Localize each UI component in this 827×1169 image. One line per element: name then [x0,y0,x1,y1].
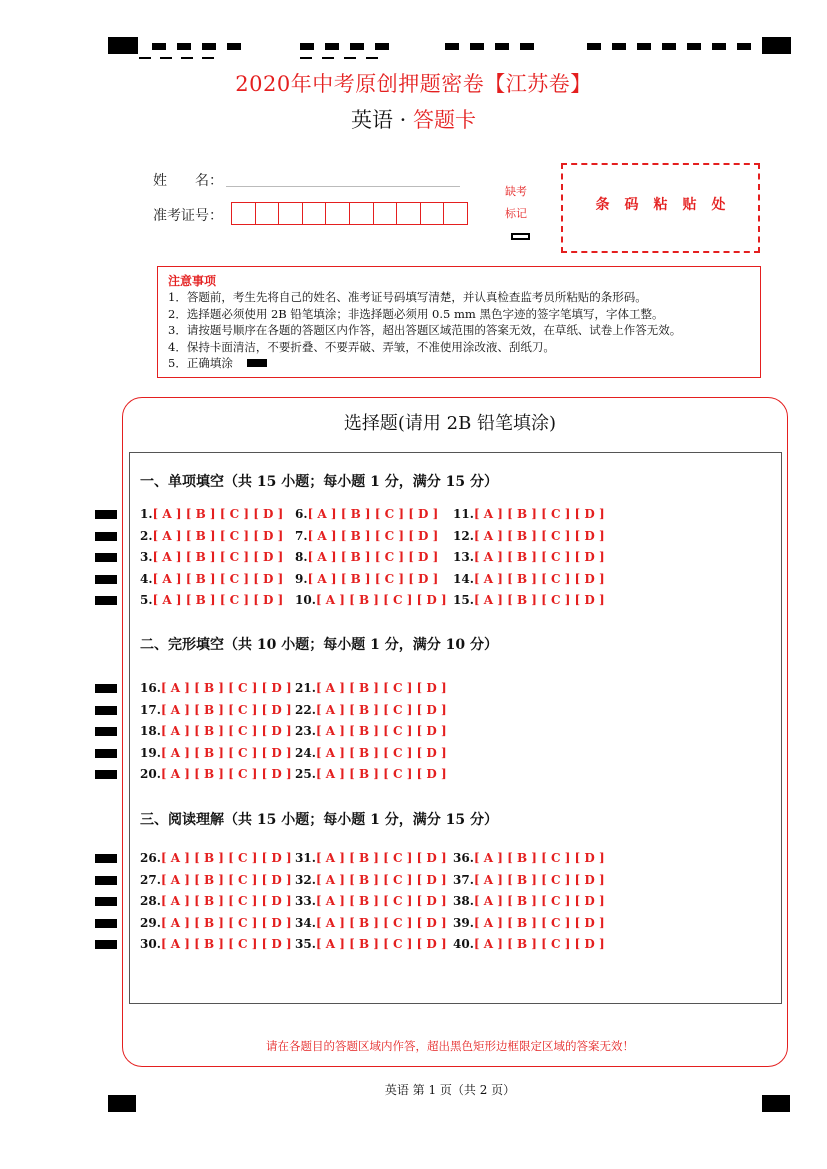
question-number: 8. [295,550,308,564]
exam-id-label: 准考证号： [153,208,223,224]
card-subtitle [0,104,827,134]
answer-options[interactable]: [ A ] [ B ] [ C ] [ D ] [315,873,447,887]
question-number: 23. [295,724,316,738]
question-number: 9. [295,572,308,586]
barcode-label: 条码粘贴处 [595,197,741,213]
part-heading: 三、阅读理解（共 15 小题；每小题 1 分，满分 15 分） [140,812,498,828]
timing-mark [177,43,191,50]
question-number: 40. [453,937,474,951]
question-item [295,724,447,738]
timing-mark [375,43,389,50]
answer-options[interactable]: [ A ] [ B ] [ C ] [ D ] [152,572,284,586]
title-separator: · [399,108,407,132]
question-item [295,550,438,564]
answer-options[interactable]: [ A ] [ B ] [ C ] [ D ] [152,507,284,521]
row-timing-mark [95,919,117,928]
question-number: 21. [295,681,316,695]
answer-options[interactable]: [ A ] [ B ] [ C ] [ D ] [160,873,292,887]
question-item [140,916,292,930]
question-item [295,937,447,951]
part-heading: 一、单项填空（共 15 小题；每小题 1 分，满分 15 分） [140,474,498,490]
answer-options[interactable]: [ A ] [ B ] [ C ] [ D ] [152,550,284,564]
timing-mark [687,43,701,50]
exam-id-digit-box[interactable] [420,202,445,225]
question-number: 37. [453,873,474,887]
question-number: 30. [140,937,161,951]
exam-title: 2020年中考原创押题密卷【江苏卷】 [235,72,592,96]
timing-mark [181,57,193,59]
row-timing-mark [95,575,117,584]
question-item [140,894,292,908]
timing-mark [737,43,751,50]
exam-id-digit-box[interactable] [396,202,421,225]
question-number: 34. [295,916,316,930]
question-item [453,894,605,908]
question-number: 4. [140,572,153,586]
absent-label-line2: 标记 [505,207,527,220]
answer-area-warning: 请在各题目的答题区域内作答，超出黑色矩形边框限定区域的答案无效！ [266,1039,634,1053]
question-item [295,851,447,865]
row-timing-mark [95,727,117,736]
answer-options[interactable]: [ A ] [ B ] [ C ] [ D ] [160,703,292,717]
timing-mark [202,43,216,50]
answer-options[interactable]: [ A ] [ B ] [ C ] [ D ] [315,593,447,607]
notice-item-text: 5．正确填涂 [168,356,233,370]
question-item [295,593,447,607]
part-heading: 二、完形填空（共 10 小题；每小题 1 分，满分 10 分） [140,637,498,653]
timing-mark [520,43,534,50]
answer-options[interactable]: [ A ] [ B ] [ C ] [ D ] [160,724,292,738]
question-number: 29. [140,916,161,930]
barcode-area [561,163,760,253]
question-item [295,894,447,908]
row-timing-mark [95,510,117,519]
subject-label: 英语 [350,108,393,132]
timing-mark [762,37,791,54]
question-number: 28. [140,894,161,908]
answer-options[interactable]: [ A ] [ B ] [ C ] [ D ] [315,851,447,865]
answer-options[interactable]: [ A ] [ B ] [ C ] [ D ] [307,572,439,586]
question-item [140,681,292,695]
question-item [453,851,605,865]
notice-title: 注意事项 [168,274,217,288]
question-number: 32. [295,873,316,887]
question-item [295,703,447,717]
section-title: 选择题(请用 2B 铅笔填涂) [343,413,557,434]
answer-options[interactable]: [ A ] [ B ] [ C ] [ D ] [307,550,439,564]
question-item [140,593,283,607]
timing-mark [445,43,459,50]
notice-item [168,339,750,356]
answer-options[interactable]: [ A ] [ B ] [ C ] [ D ] [473,550,605,564]
question-item [140,550,283,564]
question-item [295,507,438,521]
answer-options[interactable]: [ A ] [ B ] [ C ] [ D ] [315,724,447,738]
exam-id-boxes [231,202,467,225]
question-number: 18. [140,724,161,738]
exam-id-digit-box[interactable] [373,202,398,225]
timing-mark [366,57,378,59]
question-item [140,873,292,887]
question-item [295,873,447,887]
answer-options[interactable]: [ A ] [ B ] [ C ] [ D ] [307,507,439,521]
row-timing-mark [95,749,117,758]
question-item [453,937,605,951]
row-timing-mark [95,876,117,885]
question-number: 5. [140,593,153,607]
timing-mark [160,57,172,59]
question-number: 39. [453,916,474,930]
answer-options[interactable]: [ A ] [ B ] [ C ] [ D ] [315,703,447,717]
question-item [453,507,605,521]
row-timing-mark [95,532,117,541]
question-number: 22. [295,703,316,717]
question-number: 2. [140,529,153,543]
question-item [140,746,292,760]
name-field[interactable] [226,186,460,187]
question-number: 26. [140,851,161,865]
notice-item-text: 2．选择题必须使用 2B 铅笔填涂；非选择题必须用 0.5 mm 黑色字迹的签字笔填写，字体工整。 [168,306,664,321]
answer-options[interactable]: [ A ] [ B ] [ C ] [ D ] [160,851,292,865]
question-item [295,916,447,930]
row-timing-mark [95,596,117,605]
question-item [140,724,292,738]
answer-options[interactable]: [ A ] [ B ] [ C ] [ D ] [160,937,292,951]
timing-mark [470,43,484,50]
notice-item [168,322,750,339]
question-item [453,916,605,930]
question-item [295,767,447,781]
timing-mark [344,57,356,59]
exam-id-digit-box[interactable] [325,202,350,225]
answer-options[interactable]: [ A ] [ B ] [ C ] [ D ] [473,937,605,951]
timing-mark [108,37,138,54]
timing-mark [152,43,166,50]
question-number: 33. [295,894,316,908]
timing-mark [350,43,364,50]
timing-mark [662,43,676,50]
answer-options[interactable]: [ A ] [ B ] [ C ] [ D ] [473,529,605,543]
question-number: 27. [140,873,161,887]
name-label: 姓 名： [153,173,223,189]
answer-options[interactable]: [ A ] [ B ] [ C ] [ D ] [473,507,605,521]
answer-options[interactable]: [ A ] [ B ] [ C ] [ D ] [315,894,447,908]
exam-id-digit-box[interactable] [443,202,468,225]
timing-mark [139,57,151,59]
question-number: 36. [453,851,474,865]
answer-options[interactable]: [ A ] [ B ] [ C ] [ D ] [473,873,605,887]
row-timing-mark [95,940,117,949]
question-item [295,681,447,695]
answer-options[interactable]: [ A ] [ B ] [ C ] [ D ] [315,746,447,760]
question-number: 17. [140,703,161,717]
question-item [453,572,605,586]
row-timing-mark [95,770,117,779]
answer-options[interactable]: [ A ] [ B ] [ C ] [ D ] [160,916,292,930]
notice-item-text: 1．答题前，考生先将自己的姓名、准考证号码填写清楚，并认真检查监考员所粘贴的条形码。 [168,290,647,304]
answer-options[interactable]: [ A ] [ B ] [ C ] [ D ] [473,894,605,908]
answer-options[interactable]: [ A ] [ B ] [ C ] [ D ] [152,593,284,607]
timing-mark [322,57,334,59]
question-number: 12. [453,529,474,543]
question-item [453,550,605,564]
question-item [295,529,438,543]
notice-box [157,266,761,378]
answer-options[interactable]: [ A ] [ B ] [ C ] [ D ] [160,746,292,760]
exam-id-digit-box[interactable] [302,202,327,225]
question-number: 3. [140,550,153,564]
row-timing-mark [95,553,117,562]
absent-label-line1: 缺考 [505,185,527,198]
exam-id-digit-box[interactable] [278,202,303,225]
question-number: 35. [295,937,316,951]
absent-mark-box[interactable] [511,233,530,240]
question-item [453,529,605,543]
answer-options[interactable]: [ A ] [ B ] [ C ] [ D ] [473,916,605,930]
row-timing-mark [95,706,117,715]
notice-item-text: 3．请按题号顺序在各题的答题区内作答，超出答题区域范围的答案无效，在草纸、试卷上作答无效。 [168,323,682,337]
notice-item [168,289,750,306]
answer-options[interactable]: [ A ] [ B ] [ C ] [ D ] [160,894,292,908]
question-number: 14. [453,572,474,586]
timing-mark [202,57,214,59]
card-label: 答题卡 [413,108,477,132]
answer-options[interactable]: [ A ] [ B ] [ C ] [ D ] [315,916,447,930]
question-number: 6. [295,507,308,521]
question-item [140,529,283,543]
question-item [140,572,283,586]
question-number: 11. [453,507,474,521]
question-number: 1. [140,507,153,521]
timing-mark [637,43,651,50]
timing-mark [587,43,601,50]
question-number: 16. [140,681,161,695]
correct-fill-sample [247,359,267,367]
answer-options[interactable]: [ A ] [ B ] [ C ] [ D ] [160,767,292,781]
exam-id-digit-box[interactable] [231,202,256,225]
answer-options[interactable]: [ A ] [ B ] [ C ] [ D ] [152,529,284,543]
answer-options[interactable]: [ A ] [ B ] [ C ] [ D ] [315,937,447,951]
notice-item [168,306,750,323]
question-item [140,703,292,717]
question-number: 38. [453,894,474,908]
question-number: 13. [453,550,474,564]
question-item [140,937,292,951]
exam-id-digit-box[interactable] [255,202,280,225]
timing-mark [300,57,312,59]
question-item [295,746,447,760]
timing-mark [300,43,314,50]
question-item [453,593,605,607]
timing-mark [325,43,339,50]
question-item [453,873,605,887]
question-item [140,507,283,521]
row-timing-mark [95,854,117,863]
question-number: 31. [295,851,316,865]
question-number: 24. [295,746,316,760]
row-timing-mark [95,897,117,906]
answer-options[interactable]: [ A ] [ B ] [ C ] [ D ] [307,529,439,543]
answer-options[interactable]: [ A ] [ B ] [ C ] [ D ] [473,593,605,607]
row-timing-mark [95,684,117,693]
answer-options[interactable]: [ A ] [ B ] [ C ] [ D ] [315,681,447,695]
question-number: 7. [295,529,308,543]
page-number: 英语 第 1 页（共 2 页） [384,1083,516,1097]
notice-item-text: 4．保持卡面清洁，不要折叠、不要弄破、弄皱，不准使用涂改液、刮纸刀。 [168,339,555,354]
question-item [140,767,292,781]
timing-mark [712,43,726,50]
question-number: 10. [295,593,316,607]
exam-id-digit-box[interactable] [349,202,374,225]
timing-mark [612,43,626,50]
question-number: 20. [140,767,161,781]
answer-options[interactable]: [ A ] [ B ] [ C ] [ D ] [315,767,447,781]
question-number: 19. [140,746,161,760]
timing-mark [495,43,509,50]
notice-item [168,355,750,372]
answer-options[interactable]: [ A ] [ B ] [ C ] [ D ] [160,681,292,695]
answer-options[interactable]: [ A ] [ B ] [ C ] [ D ] [473,572,605,586]
question-item [140,851,292,865]
question-number: 25. [295,767,316,781]
timing-mark [227,43,241,50]
question-number: 15. [453,593,474,607]
answer-options[interactable]: [ A ] [ B ] [ C ] [ D ] [473,851,605,865]
question-item [295,572,438,586]
